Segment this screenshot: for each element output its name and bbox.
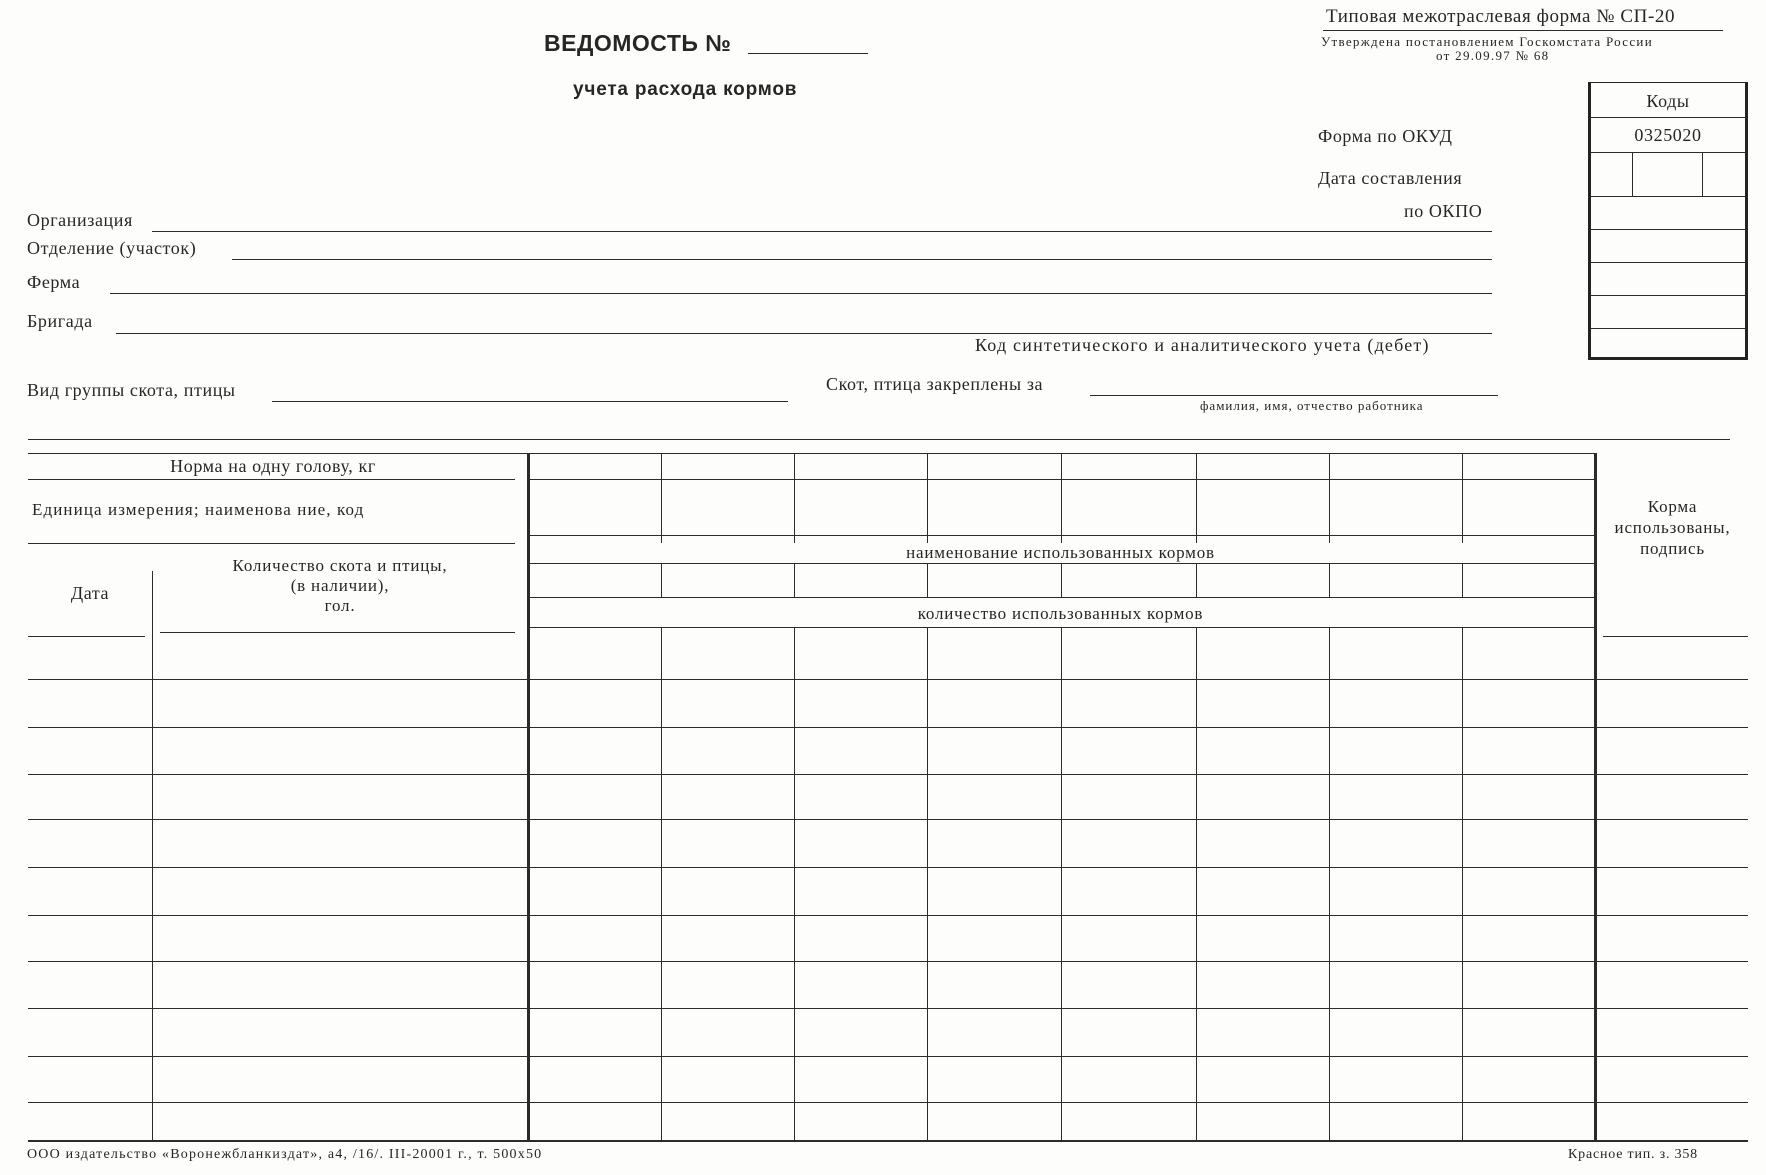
feed-name-divider (1462, 563, 1463, 597)
feed-header-divider (661, 453, 662, 543)
date-day-divider (1632, 152, 1633, 196)
assigned-to-label: Скот, птица закреплены за (826, 374, 1044, 394)
header-separator-line (28, 439, 1730, 440)
count-header-line-2: (в наличии), (290, 576, 390, 595)
organization-label: Организация (27, 210, 133, 230)
feed-names-label: наименование использованных кормов (906, 543, 1215, 562)
codes-row-line (1591, 295, 1745, 296)
form-approval-date: от 29.09.97 № 68 (1436, 48, 1550, 63)
table-row-line (28, 915, 1748, 916)
feed-column-divider (927, 627, 928, 1140)
table-top-line (28, 453, 1595, 454)
okud-code: 0325020 (1634, 125, 1702, 145)
codes-row-line (1591, 152, 1745, 153)
department-line (232, 259, 1492, 260)
signature-header-line-1: Корма (1647, 497, 1698, 516)
codes-row-line (1591, 229, 1745, 230)
count-header-line-3: гол. (324, 596, 356, 615)
assigned-to-line (1090, 395, 1498, 396)
feed-column-divider (1061, 627, 1062, 1140)
date-month-divider (1702, 152, 1703, 196)
codes-box (1588, 82, 1748, 360)
feed-column-divider (1329, 627, 1330, 1140)
assigned-to-caption: фамилия, имя, отчество работника (1200, 398, 1424, 413)
feed-header-divider (794, 453, 795, 543)
codes-row-line (1591, 196, 1745, 197)
table-row-line (28, 961, 1748, 962)
norm-row-line (28, 479, 515, 480)
feed-name-divider (1329, 563, 1330, 597)
department-label: Отделение (участок) (27, 238, 197, 258)
table-row-line (28, 867, 1748, 868)
feed-names-bottom-line (527, 597, 1594, 598)
farm-line (110, 293, 1492, 294)
codes-header: Коды (1646, 91, 1690, 111)
signature-header-line-3: подпись (1640, 539, 1705, 558)
feed-name-divider (661, 563, 662, 597)
feed-column-divider (794, 627, 795, 1140)
signature-header-line (1603, 636, 1748, 637)
feed-name-divider (1061, 563, 1062, 597)
feed-header-divider (1061, 453, 1062, 543)
farm-label: Ферма (27, 272, 81, 292)
organization-line (152, 231, 1492, 232)
feed-quantity-label: количество использованных кормов (917, 604, 1204, 623)
brigade-label: Бригада (27, 311, 93, 331)
feed-header-divider (927, 453, 928, 543)
okpo-label: по ОКПО (1404, 201, 1483, 221)
feed-name-divider (794, 563, 795, 597)
unit-row-line (28, 543, 515, 544)
table-row-line (28, 819, 1748, 820)
table-row-line (28, 774, 1748, 775)
brigade-line (116, 333, 1492, 334)
table-row-line (28, 1102, 1748, 1103)
form-type: Типовая межотраслевая форма № СП-20 (1326, 6, 1676, 27)
date-header-line (28, 636, 145, 637)
document-title: ВЕДОМОСТЬ № (544, 30, 732, 56)
date-header: Дата (70, 583, 110, 603)
feed-header-divider (1196, 453, 1197, 543)
document-number-line (748, 53, 868, 54)
feed-header-divider (1462, 453, 1463, 543)
count-header-line (160, 632, 515, 633)
feed-column-divider (1196, 627, 1197, 1140)
codes-row-line (1591, 117, 1745, 118)
publisher-imprint: ООО издательство «Воронежбланкиздат», а4, /16/. III-20001 г., т. 500x50 (27, 1147, 543, 1162)
printer-imprint: Красное тип. з. 358 (1568, 1147, 1698, 1162)
feed-name-divider (1196, 563, 1197, 597)
livestock-group-line (272, 401, 788, 402)
date-column-divider (152, 571, 153, 1140)
feed-column-divider (1462, 627, 1463, 1140)
table-row-line (28, 727, 1748, 728)
table-bottom-line (28, 1140, 1748, 1142)
table-row-line (28, 679, 1748, 680)
account-code-label: Код синтетического и аналитического учета (дебет) (975, 335, 1430, 355)
livestock-group-label: Вид группы скота, птицы (27, 380, 236, 400)
form-approval: Утверждена постановлением Госкомстата России (1321, 34, 1653, 49)
unit-label: Единица измерения; наименова ние, код (32, 500, 365, 519)
feed-name-divider (927, 563, 928, 597)
signature-header-line-2: использованы, (1614, 518, 1731, 537)
count-header-line-1: Количество скота и птицы, (232, 556, 448, 575)
feed-column-divider (661, 627, 662, 1140)
feed-header-divider (1329, 453, 1330, 543)
form-type-underline (1323, 30, 1723, 31)
norm-per-head-label: Норма на одну голову, кг (170, 456, 376, 476)
codes-row-line (1591, 262, 1745, 263)
date-label: Дата составления (1318, 168, 1463, 188)
document-subtitle: учета расхода кормов (573, 79, 798, 100)
table-row-line (28, 1008, 1748, 1009)
table-row-line (28, 1056, 1748, 1057)
okud-label: Форма по ОКУД (1318, 126, 1453, 146)
codes-row-line (1591, 328, 1745, 329)
